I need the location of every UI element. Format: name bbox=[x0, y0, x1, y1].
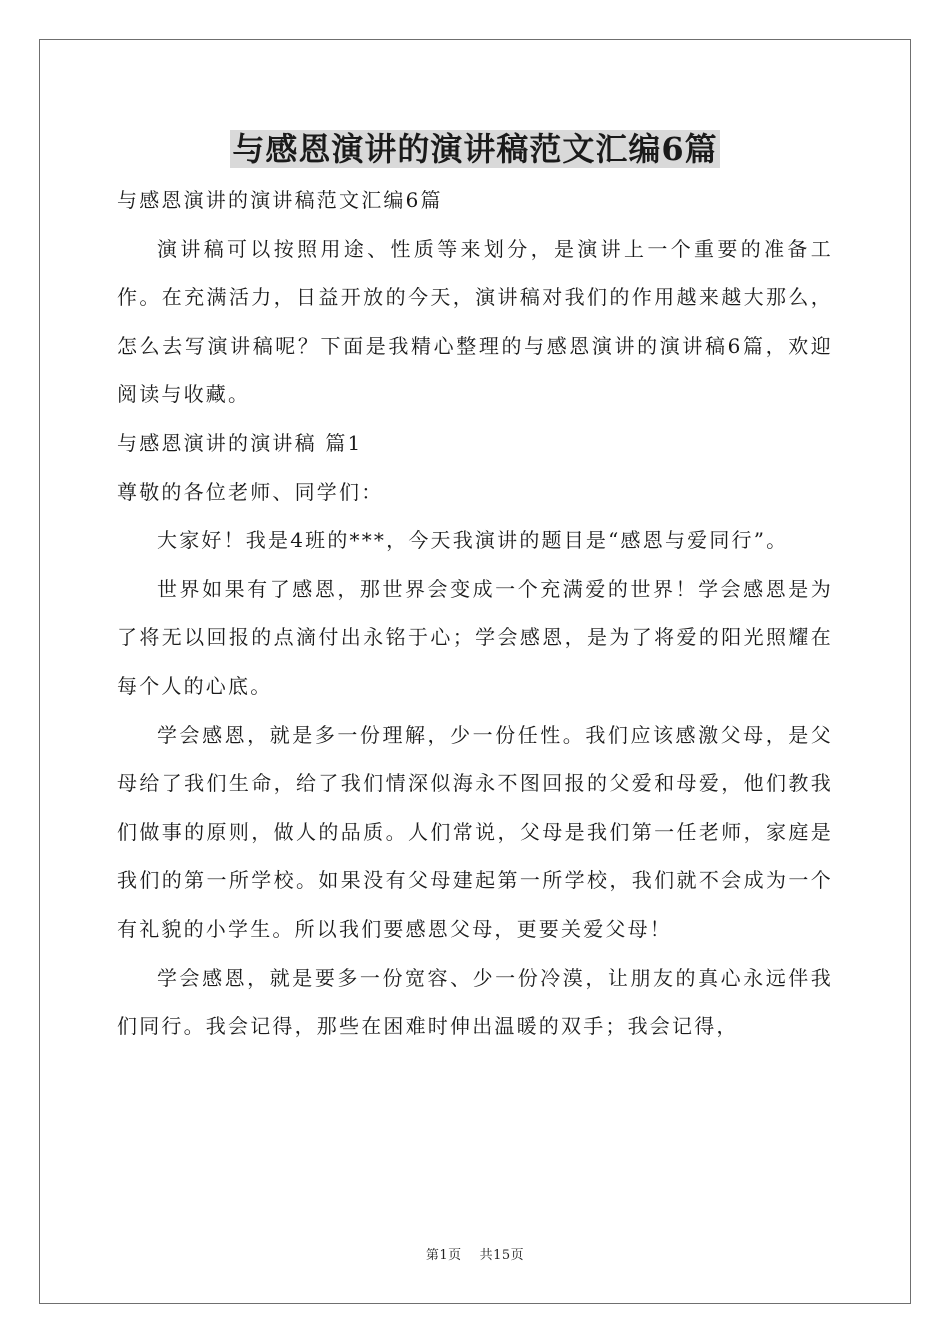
body-paragraph: 学会感恩，就是多一份理解，少一份任性。我们应该感激父母，是父母给了我们生命，给了我们情深似海永不图回报的父爱和母爱，他们教我们做事的原则，做人的品质。人们常说，父母是我们第一任老师，家庭是我们的第一所学校。如果没有父母建起第一所学校，我们就不会成为一个有礼貌的小学生。所以我们要感恩父母，更要关爱父母！ bbox=[117, 722, 833, 941]
section-heading: 与感恩演讲的演讲稿 篇1 bbox=[117, 430, 363, 455]
subtitle-line: 与感恩演讲的演讲稿范文汇编6篇 bbox=[117, 188, 443, 212]
page-footer bbox=[0, 1247, 950, 1265]
document-title bbox=[0, 128, 950, 170]
page-total: 共15页 bbox=[479, 1248, 525, 1263]
page-number: 第1页 bbox=[425, 1248, 462, 1263]
body-paragraph: 学会感恩，就是要多一份宽容、少一份冷漠，让朋友的真心永远伴我们同行。我会记得，那些在困难时伸出温暖的双手；我会记得， bbox=[117, 965, 833, 1039]
body-paragraph: 世界如果有了感恩，那世界会变成一个充满爱的世界！学会感恩是为了将无以回报的点滴付出永铭于心；学会感恩，是为了将爱的阳光照耀在每个人的心底。 bbox=[117, 576, 833, 698]
body-paragraph: 大家好！我是4班的***，今天我演讲的题目是“感恩与爱同行”。 bbox=[157, 528, 789, 553]
intro-paragraph: 演讲稿可以按照用途、性质等来划分，是演讲上一个重要的准备工作。在充满活力，日益开放的今天，演讲稿对我们的作用越来越大那么，怎么去写演讲稿呢？下面是我精心整理的与感恩演讲的演讲稿6篇，欢迎阅读与收藏。 bbox=[117, 236, 833, 407]
document-title-text: 与感恩演讲的演讲稿范文汇编6篇 bbox=[232, 130, 718, 168]
salutation: 尊敬的各位老师、同学们： bbox=[117, 479, 384, 504]
document-body bbox=[117, 176, 833, 1051]
